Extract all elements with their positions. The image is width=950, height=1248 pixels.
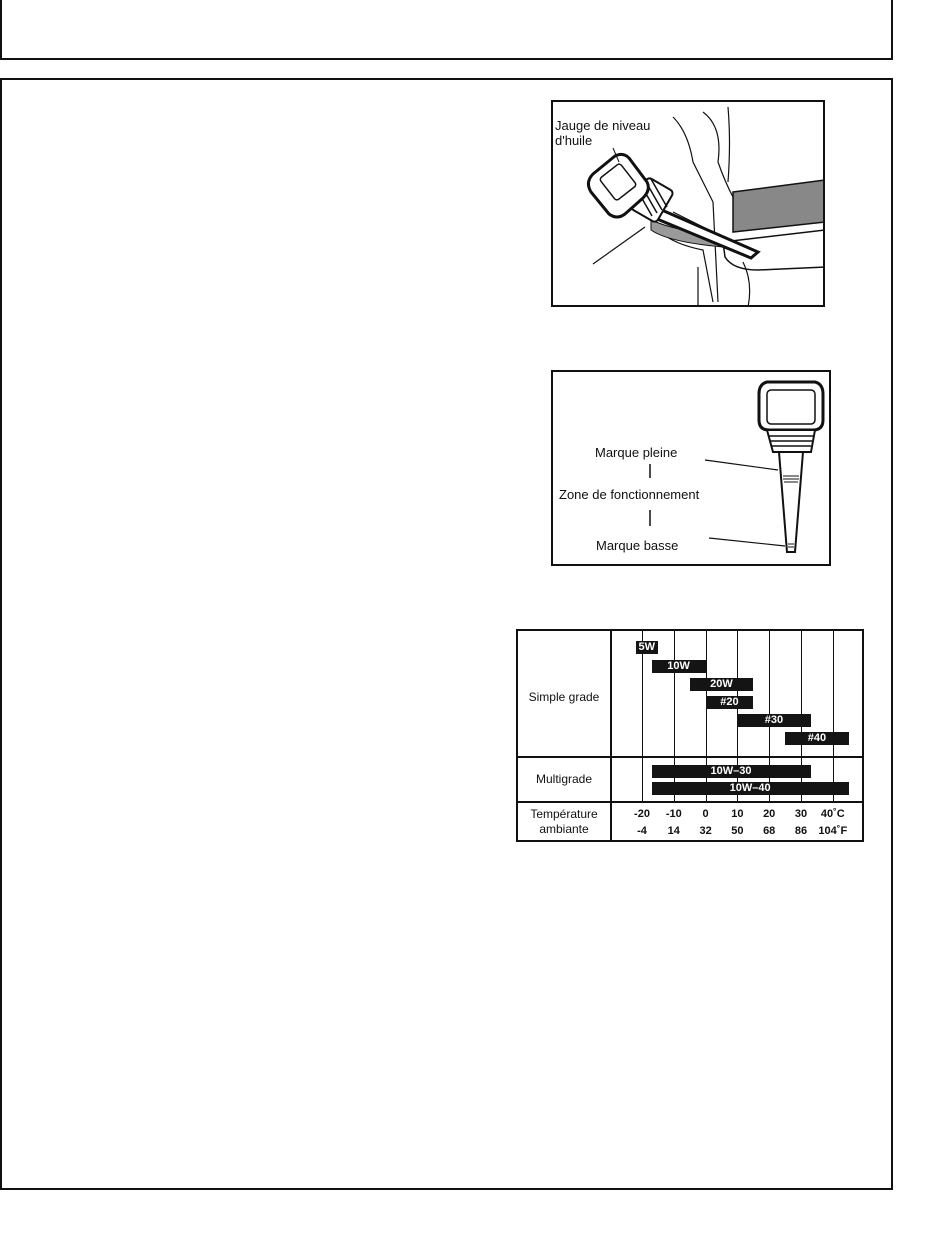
dipstick-drawing (553, 102, 825, 307)
celsius-tick: 10 (731, 808, 744, 820)
grade-bar: 10W (652, 660, 706, 673)
full-mark-label: Marque pleine (595, 445, 678, 460)
fahrenheit-tick: 32 (699, 825, 712, 837)
dipstick-illustration (551, 100, 825, 307)
oil-viscosity-chart (516, 629, 864, 842)
ambient-temp-label-1: Température (530, 807, 598, 821)
chart-divider-2 (518, 801, 862, 803)
grade-bar: #20 (706, 696, 754, 709)
chart-divider-1 (518, 756, 862, 758)
dipstick-label: Jauge de niveau d'huile (555, 118, 651, 148)
single-grade-label: Simple grade (528, 690, 600, 704)
multigrade-label: Multigrade (535, 772, 593, 786)
low-mark-label: Marque basse (596, 538, 679, 553)
dipstick-marks-drawing (553, 372, 831, 566)
grade-bar: #30 (737, 714, 810, 727)
fahrenheit-tick: 68 (763, 825, 776, 837)
celsius-tick: 30 (794, 808, 808, 820)
grid-line (833, 631, 834, 801)
fahrenheit-tick: 104˚F (818, 825, 848, 837)
grade-bar: #40 (785, 732, 849, 745)
grade-bar: 10W–40 (652, 782, 849, 795)
celsius-tick: 40˚C (820, 808, 845, 820)
celsius-tick: 0 (702, 808, 709, 820)
grade-bar: 5W (636, 641, 658, 654)
grid-line (642, 631, 643, 801)
header-frame (0, 0, 893, 60)
ambient-temp-label-2: ambiante (539, 822, 589, 836)
grade-bar: 10W–30 (652, 765, 811, 778)
fahrenheit-tick: 14 (667, 825, 680, 837)
celsius-tick: -20 (634, 808, 650, 820)
fahrenheit-tick: -4 (637, 825, 647, 837)
grade-bar: 20W (690, 678, 754, 691)
celsius-tick: 20 (763, 808, 776, 820)
operating-zone-label: Zone de fonctionnement (559, 487, 700, 502)
dipstick-marks-illustration (551, 370, 831, 566)
celsius-tick: -10 (665, 808, 682, 820)
chart-label-separator (610, 631, 612, 840)
fahrenheit-tick: 86 (794, 825, 808, 837)
fahrenheit-tick: 50 (731, 825, 744, 837)
